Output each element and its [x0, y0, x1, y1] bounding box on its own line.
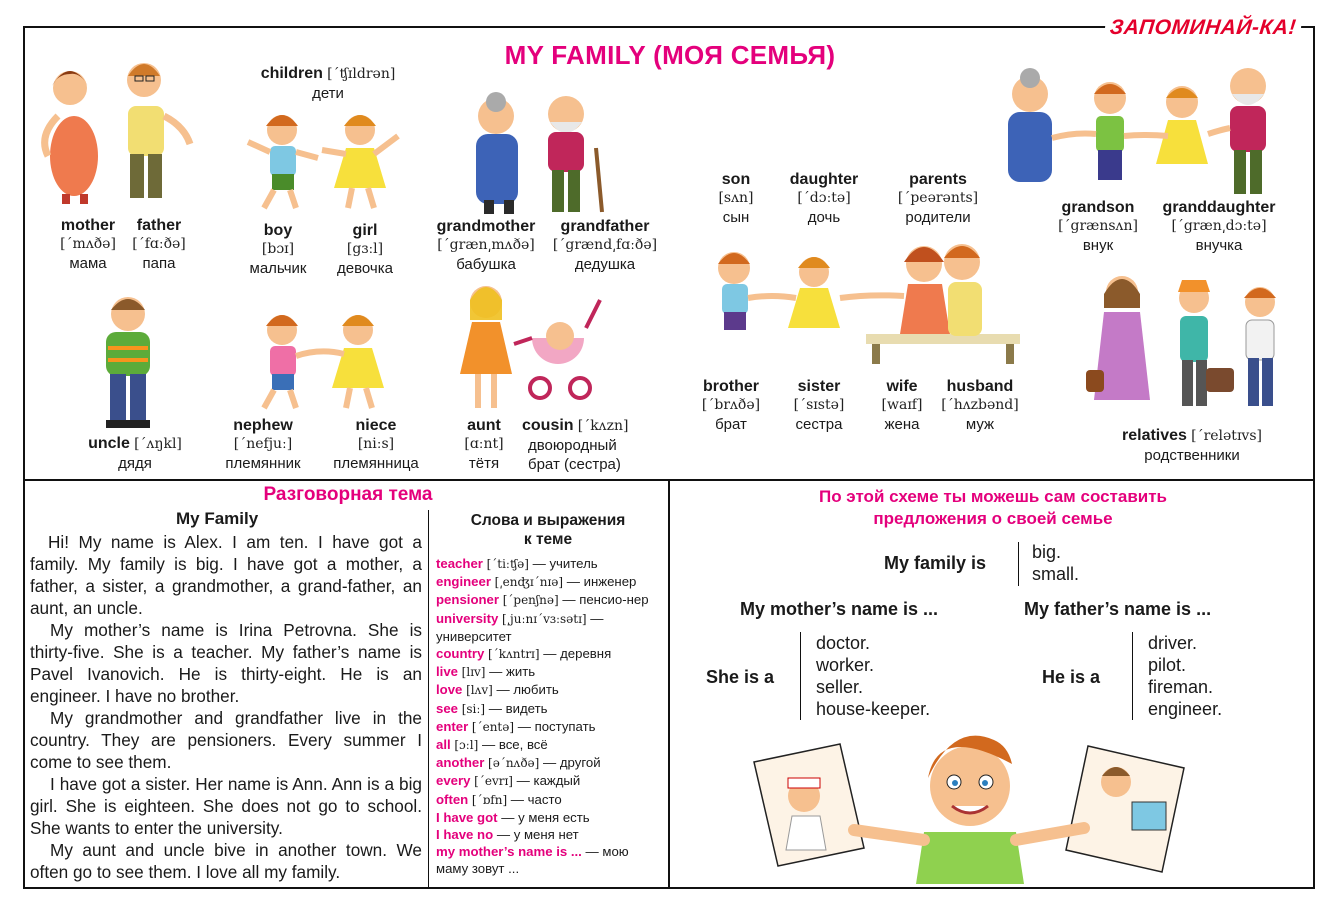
he-is-row [1042, 666, 1100, 688]
word-ru: внук [1082, 237, 1114, 254]
word-tr: [΄kʌzn] [577, 418, 629, 434]
vocab-term: every [436, 773, 471, 789]
word-ru: жена [884, 416, 920, 433]
word-ru: мальчик [249, 260, 307, 277]
vocab-item [436, 736, 664, 754]
word-grandfather [548, 217, 662, 274]
scheme-bracket [1018, 542, 1019, 586]
vocab-translation: — часто [510, 791, 562, 807]
vocab-item [436, 555, 664, 573]
vocab-translation: — жить [489, 664, 536, 680]
vocab-transcription: [΄kʌntrɪ] [488, 647, 540, 662]
word-ru: сын [722, 209, 750, 226]
scheme-title-line: предложения о своей семье [873, 509, 1113, 528]
word-en: granddaughter [1162, 199, 1276, 216]
vocab-translation: — учитель [532, 556, 598, 571]
vocab-title [436, 511, 660, 549]
word-daughter [778, 170, 870, 227]
vocab-term: all [436, 737, 451, 753]
word-ru: папа [142, 255, 176, 272]
word-aunt [452, 416, 516, 473]
vocab-translation: — другой [543, 755, 601, 771]
word-husband [936, 377, 1024, 434]
word-en: wife [886, 378, 918, 395]
word-en: grandson [1061, 199, 1135, 216]
parents-children-illustration [690, 238, 1030, 370]
word-ru: бабушка [456, 256, 516, 273]
vocab-translation: — пенсио-нер [562, 592, 649, 608]
vocab-item [436, 573, 664, 591]
word-ru: дочь [807, 209, 841, 226]
word-father [116, 216, 202, 273]
word-brother [690, 377, 772, 434]
vocab-translation: — любить [496, 682, 559, 698]
word-en: relatives [1122, 427, 1187, 444]
word-en: children [260, 65, 323, 82]
grandparents-children-illustration [986, 58, 1296, 198]
scheme-option: pilot. [1148, 655, 1187, 675]
scheme-label: My mother’s name is ... [740, 599, 939, 619]
word-tr: [΄græn͵mʌðə] [437, 237, 535, 253]
word-en: brother [703, 378, 759, 395]
word-tr: [gɜːl] [346, 241, 384, 257]
vocab-term: engineer [436, 574, 491, 590]
word-grandson [1048, 198, 1148, 255]
vocab-term: university [436, 610, 499, 626]
vocab-translation: — поступать [517, 718, 596, 734]
scheme-label: He is a [1042, 667, 1101, 687]
vocab-item [436, 610, 664, 645]
vocab-translation: — университет [436, 610, 604, 644]
word-tr: [΄mʌðə] [60, 236, 116, 252]
nephew-niece-illustration [234, 306, 414, 418]
word-tr: [΄græn͵dɔːtə] [1171, 218, 1267, 234]
vocab-item [436, 791, 664, 809]
vocab-transcription: [͵juːnɪ΄vɜːsətɪ] [501, 611, 587, 626]
word-wife [870, 377, 934, 434]
word-ru: двоюродный [528, 437, 617, 454]
scheme-option: house-keeper. [816, 699, 931, 719]
vocab-translation: — мою маму зовут ... [436, 844, 629, 877]
vocab-translation: — у меня есть [501, 809, 590, 825]
word-uncle [70, 434, 200, 473]
word-ru: дедушка [574, 256, 636, 273]
scheme-option: doctor. [816, 633, 871, 653]
word-grandmother [428, 217, 544, 274]
scheme-option: big. [1032, 542, 1062, 562]
vocab-transcription: [΄entə] [471, 719, 515, 734]
story-title: My Family [176, 509, 259, 528]
brand-logo: ЗАПОМИНАЙ-КА! [1103, 12, 1302, 44]
word-tr: [ɑːnt] [464, 436, 504, 452]
word-son [698, 170, 774, 227]
vocab-item [436, 718, 664, 736]
word-en: daughter [789, 171, 859, 188]
boy-girl-illustration [242, 106, 412, 218]
word-en: mother [60, 217, 116, 234]
word-ru: брат (сестра) [528, 456, 621, 473]
vocab-term: live [436, 664, 458, 680]
vocab-title-line: Слова и выражения [470, 512, 626, 529]
vocab-item [436, 591, 664, 609]
story-paragraph: My grandmother and grandfather live in the country. They are pensioners. Every summer I come to see them. [30, 708, 422, 772]
word-en: cousin [522, 417, 574, 434]
vocab-term: see [436, 700, 459, 716]
scheme-option: fireman. [1148, 677, 1214, 697]
word-parents [888, 170, 988, 227]
word-tr: [waɪf] [881, 397, 923, 413]
scheme-title-line: По этой схеме ты можешь сам составить [818, 487, 1168, 506]
word-tr: [΄ʌŋkl] [134, 436, 182, 452]
word-ru: муж [965, 416, 995, 433]
word-ru: мама [69, 255, 107, 272]
word-en: girl [352, 222, 378, 239]
story-paragraph: My mother’s name is Irina Petrovna. She is thirty-five. She is a teacher. My father’s name is Pavel Ivanovich. He is thirty-eight. He is an engineer. I have no brother. [30, 620, 422, 706]
vocab-term: my mother’s name is ... [436, 844, 582, 860]
vocab-item [436, 809, 664, 826]
vocab-translation: — все, всё [481, 737, 548, 753]
vocab-term: country [436, 646, 485, 662]
scheme-option: seller. [816, 677, 864, 697]
family-options [1032, 541, 1079, 585]
word-ru: сестра [795, 416, 843, 433]
vocab-translation: — видеть [488, 700, 548, 716]
vocab-item [436, 754, 664, 772]
word-en: grandfather [560, 218, 650, 235]
word-boy [240, 221, 316, 278]
vocab-transcription: [΄tiːʧə] [486, 557, 529, 571]
vocab-title-line: к теме [523, 531, 573, 548]
she-is-row [706, 666, 774, 688]
word-ru: дядя [118, 455, 152, 472]
word-en: niece [355, 417, 397, 434]
vocab-term: pensioner [436, 592, 500, 608]
word-tr: [΄sɪstə] [793, 397, 845, 413]
vocab-transcription: [ɔːl] [454, 738, 479, 753]
story-paragraph: Hi! My name is Alex. I am ten. I have got a family. My family is big. I have got a mother, a father, a sister, a grandmother, a grand-father, an aunt, an uncle. [30, 532, 422, 618]
uncle-illustration [88, 292, 168, 432]
family-is-row [884, 552, 986, 574]
vocab-item [436, 645, 664, 663]
word-tr: [bɔɪ] [261, 241, 295, 257]
word-tr: [sʌn] [718, 190, 754, 206]
vocab-transcription: [ə΄nʌðə] [488, 756, 540, 771]
vocab-item [436, 681, 664, 699]
word-niece [322, 416, 430, 473]
vocab-translation: — инженер [566, 574, 637, 590]
vocab-list [436, 555, 664, 878]
word-ru: тётя [468, 455, 500, 472]
vocab-transcription: [lʌv] [466, 683, 493, 698]
vocab-term: another [436, 755, 485, 771]
story-paragraph: My aunt and uncle bive in another town. We often go to see them. I love all my family. [30, 840, 422, 882]
scheme-bracket [1132, 632, 1133, 720]
vocab-transcription: [΄ɒfn] [471, 792, 508, 807]
vocab-transcription: [΄evrɪ] [474, 774, 513, 789]
vocab-translation: — каждый [516, 773, 581, 789]
word-ru: племянница [333, 455, 419, 472]
vocab-term: love [436, 682, 463, 698]
vocab-transcription: [΄penʃnə] [502, 593, 559, 608]
mother-name-row [740, 598, 938, 620]
scheme-label: She is a [706, 667, 775, 687]
vocab-term: I have got [436, 809, 498, 825]
word-tr: [΄relətɪvs] [1191, 428, 1262, 444]
vocab-transcription: [lɪv] [461, 665, 486, 680]
vocab-divider [428, 510, 429, 888]
vocab-transcription: [͵enʤɪ΄nɪə] [494, 575, 564, 590]
word-cousin [522, 416, 664, 474]
word-granddaughter [1150, 198, 1288, 255]
word-en: son [721, 171, 751, 188]
vocab-item [436, 663, 664, 681]
vocab-item [436, 826, 664, 843]
scheme-label: My family is [884, 553, 987, 573]
word-en: boy [263, 222, 293, 239]
word-nephew [214, 416, 312, 473]
word-ru: внучка [1195, 237, 1243, 254]
story-text [30, 531, 422, 883]
word-en: husband [946, 378, 1014, 395]
word-tr: [΄grænsʌn] [1058, 218, 1138, 234]
vocab-item [436, 843, 664, 877]
word-tr: [΄peərənts] [897, 190, 979, 206]
vocab-item [436, 700, 664, 718]
word-tr: [΄nefjuː] [233, 436, 293, 452]
scheme-label: My father’s name is ... [1024, 599, 1212, 619]
word-tr: [΄hʌzbənd] [941, 397, 1019, 413]
vocab-item [436, 772, 664, 790]
mother-father-illustration [36, 46, 196, 206]
word-en: parents [909, 171, 967, 188]
word-ru: родственники [1144, 447, 1240, 464]
word-tr: [΄fɑːðə] [132, 236, 186, 252]
scheme-option: engineer. [1148, 699, 1223, 719]
vocab-term: often [436, 791, 469, 807]
word-sister [780, 377, 858, 434]
word-tr: [niːs] [357, 436, 395, 452]
vocab-term: teacher [436, 556, 483, 571]
word-en: sister [797, 378, 841, 395]
word-tr: [΄brʌðə] [701, 397, 761, 413]
boy-with-pictures-illustration [748, 732, 1198, 884]
word-ru: родители [905, 209, 971, 226]
vocab-term: enter [436, 718, 469, 734]
word-en: father [136, 217, 182, 234]
word-ru: брат [715, 416, 747, 433]
scheme-option: small. [1032, 564, 1080, 584]
grandparents-illustration [446, 88, 616, 216]
conversation-title: Разговорная тема [263, 484, 433, 505]
word-en: uncle [88, 435, 130, 452]
scheme-option: driver. [1148, 633, 1198, 653]
word-en: grandmother [436, 218, 536, 235]
story-paragraph: I have got a sister. Her name is Ann. Ann is a big girl. She is eighteen. She does not go to school. She wants to enter the university. [30, 774, 422, 838]
word-ru: девочка [337, 260, 393, 277]
word-girl [326, 221, 404, 278]
page-title: MY FAMILY (МОЯ СЕМЬЯ) [504, 40, 836, 70]
scheme-option: worker. [816, 655, 875, 675]
aunt-cousin-illustration [436, 278, 606, 414]
father-name-row [1024, 598, 1211, 620]
word-ru: дети [312, 85, 344, 102]
vocab-transcription: [siː] [461, 701, 486, 716]
word-children [240, 64, 416, 103]
he-options [1148, 632, 1222, 720]
word-tr: [΄ʧɪldrən] [327, 66, 396, 82]
relatives-illustration [1082, 270, 1294, 418]
word-tr: [΄dɔːtə] [797, 190, 851, 206]
she-options [816, 632, 930, 720]
word-en: aunt [467, 417, 501, 434]
scheme-bracket [800, 632, 801, 720]
word-en: nephew [233, 417, 293, 434]
vocab-translation: — деревня [543, 646, 612, 662]
word-ru: племянник [225, 455, 301, 472]
vocab-term: I have no [436, 827, 494, 843]
word-tr: [΄grænd͵fɑːðə] [552, 237, 658, 253]
scheme-title [688, 486, 1298, 530]
vocab-translation: — у меня нет [496, 827, 579, 843]
word-relatives [1110, 426, 1274, 465]
